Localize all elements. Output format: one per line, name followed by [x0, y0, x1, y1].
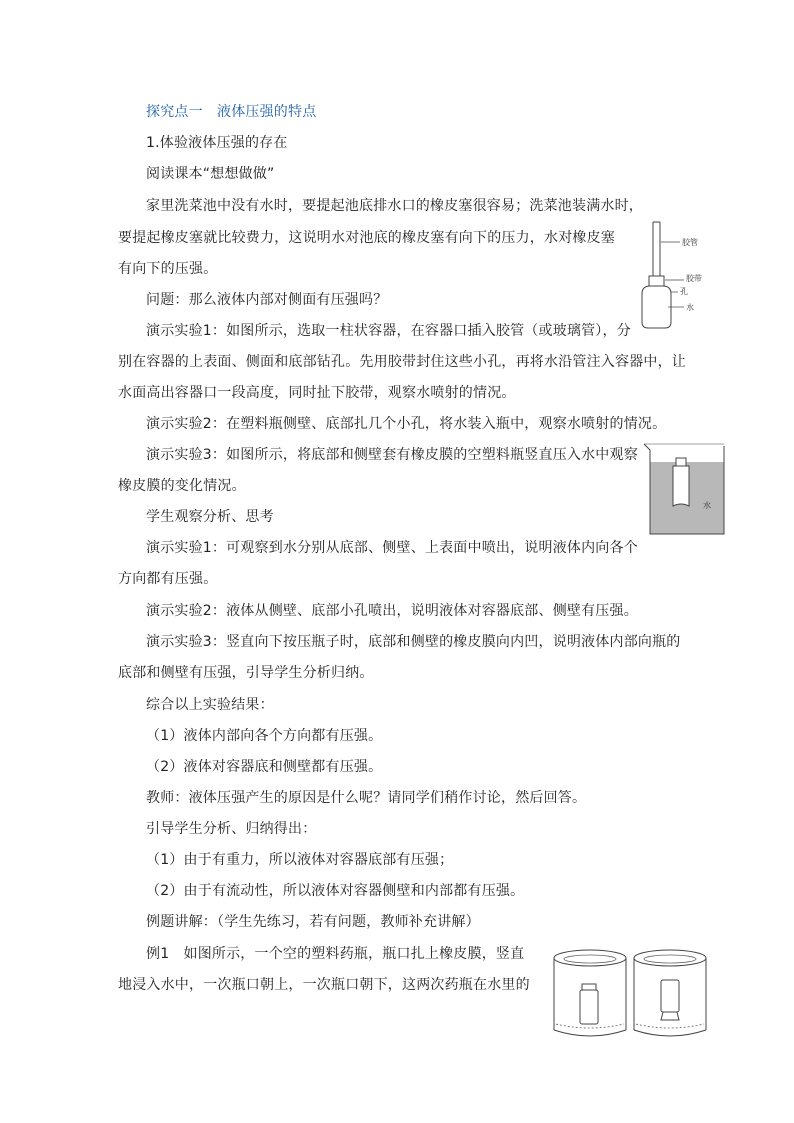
- demo1-line: 演示实验1：如图所示，选取一柱状容器，在容器口插入胶管（或玻璃管），分: [146, 323, 631, 339]
- result3-line: 演示实验3：竖直向下按压瓶子时，底部和侧壁的橡皮膜向内凹，说明液体内部向瓶的: [146, 634, 681, 650]
- demo3-line: 演示实验3：如图所示，将底部和侧壁套有橡皮膜的空塑料瓶竖直压入水中观察: [146, 447, 638, 463]
- result3-line: 底部和侧壁有压强，引导学生分析归纳。: [118, 665, 374, 681]
- example-line: 地浸入水中，一次瓶口朝上，一次瓶口朝下，这两次药瓶在水里的: [118, 977, 530, 993]
- teacher-question: 教师：液体压强产生的原因是什么呢？请同学们稍作讨论，然后回答。: [146, 790, 587, 806]
- paragraph-line: 家里洗菜池中没有水时，要提起池底排水口的橡皮塞很容易；洗菜池装满水时，: [146, 198, 643, 214]
- demo2-line: 演示实验2：在塑料瓶侧壁、底部扎几个小孔，将水装入瓶中，观察水喷射的情况。: [146, 416, 667, 432]
- hole-label: 孔: [680, 287, 688, 296]
- beaker-bottle-figure: [640, 442, 730, 538]
- subheading-experience-pressure: 1.体验液体压强的存在: [146, 135, 288, 151]
- paragraph-line: 要提起橡皮塞就比较费力，这说明水对池底的橡皮塞有向下的压力，水对橡皮塞: [118, 230, 615, 246]
- paragraph-line: 有向下的压强。: [118, 261, 218, 277]
- example-line: 例1 如图所示，一个空的塑料药瓶，瓶口扎上橡皮膜，竖直: [146, 946, 525, 962]
- tube-label: 胶管: [682, 238, 698, 247]
- container-tube-figure: [630, 218, 720, 338]
- example-heading: 例题讲解：（学生先练习，若有问题，教师补充讲解）: [146, 914, 480, 930]
- water-label: 水: [686, 303, 694, 312]
- reading-instruction: 阅读课本“想想做做”: [146, 166, 275, 182]
- guide-heading: 引导学生分析、归纳得出：: [146, 821, 317, 837]
- result2-line: 演示实验2：液体从侧壁、底部小孔喷出，说明液体对容器底部、侧壁有压强。: [146, 603, 638, 619]
- question-line: 问题：那么液体内部对侧面有压强吗？: [146, 292, 388, 308]
- result1-line: 演示实验1：可观察到水分别从底部、侧壁、上表面中喷出，说明液体内向各个: [146, 540, 638, 556]
- result1-line: 方向都有压强。: [118, 571, 218, 587]
- summary-item: （2）液体对容器底和侧壁都有压强。: [146, 759, 383, 775]
- demo1-line: 水面高出容器口一段高度，同时扯下胶带，观察水喷射的情况。: [118, 385, 516, 401]
- tape-label: 胶带: [686, 274, 702, 283]
- guide-item: （1）由于有重力，所以液体对容器底部有压强；: [146, 852, 454, 868]
- summary-heading: 综合以上实验结果：: [146, 697, 274, 713]
- right-beaker: [634, 950, 706, 1036]
- demo1-line: 别在容器的上表面、侧面和底部钻孔。先用胶带封住这些小孔，再将水沿管注入容器中，让: [118, 354, 686, 370]
- water-label: 水: [703, 501, 711, 510]
- observation-heading: 学生观察分析、思考: [146, 509, 274, 525]
- left-beaker: [554, 950, 626, 1036]
- guide-item: （2）由于有流动性，所以液体对容器侧壁和内部都有压强。: [146, 883, 525, 899]
- section-heading: 探究点一 液体压强的特点: [146, 104, 317, 120]
- two-beakers-figure: [552, 946, 712, 1042]
- demo3-line: 橡皮膜的变化情况。: [118, 478, 246, 494]
- summary-item: （1）液体内部向各个方向都有压强。: [146, 728, 383, 744]
